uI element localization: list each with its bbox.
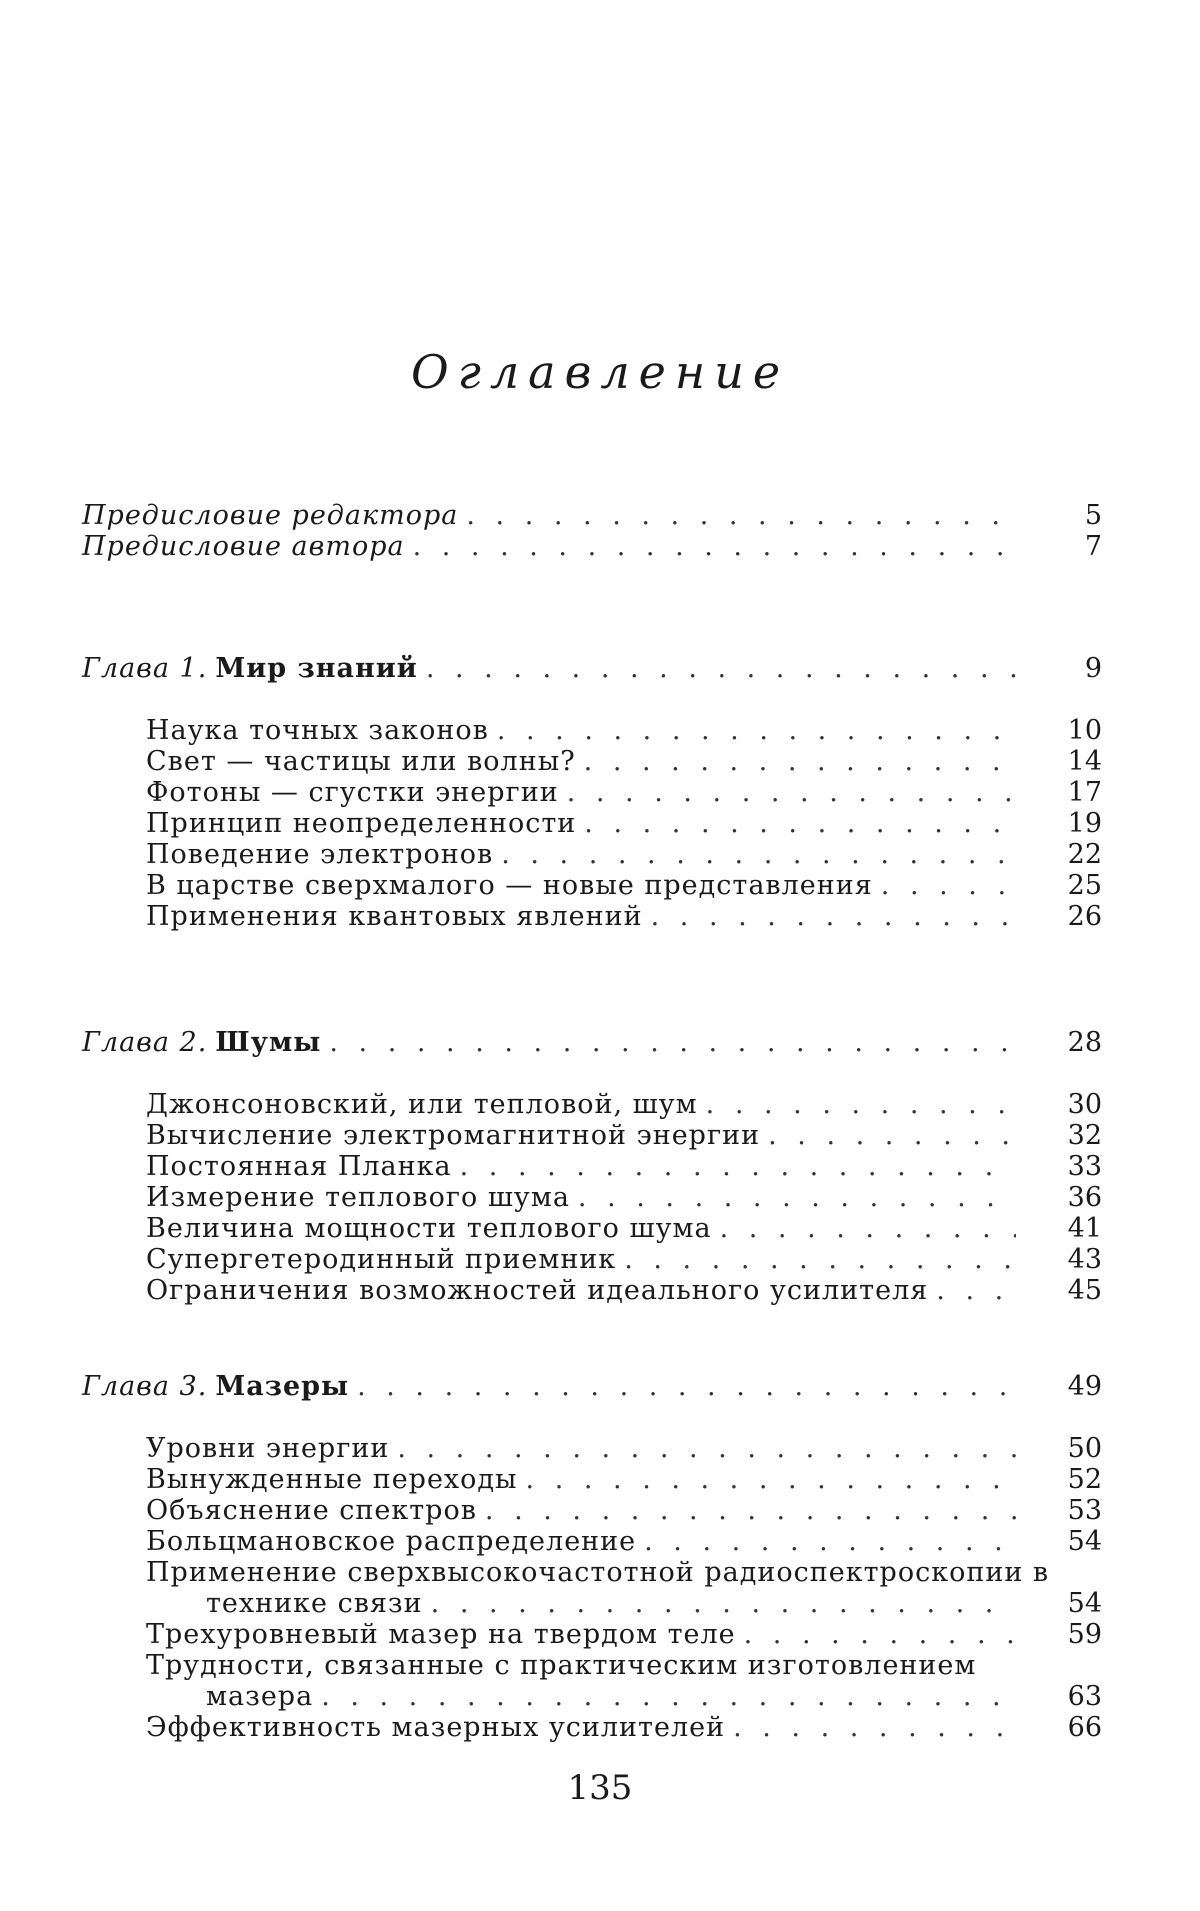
- toc-page-number: 10: [1067, 715, 1102, 746]
- toc-section-entry[interactable]: [146, 715, 1102, 747]
- toc-page-number: 26: [1067, 901, 1102, 932]
- toc-section-entry[interactable]: [146, 1182, 1102, 1214]
- toc-section-entry[interactable]: [146, 1433, 1102, 1465]
- chapter-label: Глава 1.: [82, 653, 208, 684]
- page-title: Оглавление: [410, 345, 790, 399]
- leader-dots: [584, 808, 1016, 840]
- toc-page-number: 41: [1067, 1213, 1102, 1244]
- leader-dots: [413, 531, 1016, 563]
- toc-page-number: 5: [1084, 500, 1102, 531]
- toc-entry-text: Принцип неопределенности: [146, 808, 577, 839]
- toc-entry-text: Предисловие автора: [82, 531, 405, 562]
- toc-section-entry[interactable]: [146, 1526, 1102, 1558]
- toc-page-number: 32: [1067, 1120, 1102, 1151]
- leader-dots: [768, 1120, 1016, 1152]
- toc-page-number: 25: [1067, 870, 1102, 901]
- toc-page-number: 63: [1067, 1681, 1102, 1712]
- page-number: 135: [567, 1768, 633, 1808]
- leader-dots: [881, 870, 1016, 902]
- toc-page-number: 50: [1067, 1433, 1102, 1464]
- toc-entry-text: Объяснение спектров: [146, 1495, 477, 1526]
- leader-dots: [397, 1433, 1016, 1465]
- toc-page-number: 28: [1067, 1027, 1102, 1058]
- leader-dots: [357, 1371, 1016, 1403]
- toc-section-entry[interactable]: [146, 1275, 1102, 1307]
- chapter-label: Глава 3.: [82, 1371, 208, 1402]
- toc-page-number: 45: [1067, 1275, 1102, 1306]
- toc-page-number: 49: [1067, 1371, 1102, 1402]
- leader-dots: [720, 1213, 1016, 1245]
- leader-dots: [460, 1151, 1016, 1183]
- toc-entry-text: Величина мощности теплового шума: [146, 1213, 712, 1244]
- toc-page-number: 7: [1084, 531, 1102, 562]
- toc-entry-text: Свет — частицы или волны?: [146, 746, 576, 777]
- toc-page-number: 19: [1067, 808, 1102, 839]
- toc-page-number: 30: [1067, 1089, 1102, 1120]
- toc-section-entry[interactable]: [146, 777, 1102, 809]
- toc-entry-text: Поведение электронов: [146, 839, 494, 870]
- toc-entry-text: мазера: [206, 1681, 314, 1712]
- toc-entry-text: Вычисление электромагнитной энергии: [146, 1120, 761, 1151]
- leader-dots: [485, 1495, 1016, 1527]
- toc-section-entry[interactable]: [146, 870, 1102, 902]
- chapter-name: Мир знаний: [215, 653, 418, 684]
- toc-entry-text: Измерение теплового шума: [146, 1182, 570, 1213]
- toc-entry-text: Наука точных законов: [146, 715, 489, 746]
- leader-dots: [733, 1712, 1016, 1744]
- toc-entry-text: технике связи: [206, 1588, 423, 1619]
- toc-page-number: 9: [1084, 653, 1102, 684]
- toc-section-entry[interactable]: [146, 746, 1102, 778]
- toc-page-number: 36: [1067, 1182, 1102, 1213]
- toc-page-number: 52: [1067, 1464, 1102, 1495]
- toc-entry-text: Постоянная Планка: [146, 1151, 452, 1182]
- leader-dots: [321, 1681, 1016, 1713]
- leader-dots: [936, 1275, 1016, 1307]
- toc-section-entry[interactable]: [146, 1619, 1102, 1651]
- toc-section-entry[interactable]: [146, 839, 1102, 871]
- toc-section-entry[interactable]: [146, 1213, 1102, 1245]
- leader-dots: [501, 839, 1016, 871]
- toc-section-entry[interactable]: [146, 1464, 1102, 1496]
- chapter-heading-1[interactable]: [82, 653, 1102, 685]
- toc-entry-text-line1[interactable]: Применение сверхвысокочастотной радиоспектроскопии в: [146, 1557, 1050, 1588]
- toc-section-entry[interactable]: [146, 1089, 1102, 1121]
- toc-section-entry[interactable]: [146, 1712, 1102, 1744]
- toc-entry-editor-preface[interactable]: [82, 500, 1102, 532]
- toc-entry-text-line1[interactable]: Трудности, связанные с практическим изготовлением: [146, 1650, 977, 1681]
- toc-section-entry[interactable]: [146, 1120, 1102, 1152]
- toc-section-entry[interactable]: [146, 901, 1102, 933]
- toc-section-entry[interactable]: [146, 1588, 1102, 1620]
- leader-dots: [431, 1588, 1016, 1620]
- toc-page-number: 53: [1067, 1495, 1102, 1526]
- toc-entry-text: Трехуровневый мазер на твердом теле: [146, 1619, 736, 1650]
- toc-entry-text: Предисловие редактора: [82, 500, 459, 531]
- toc-page-number: 66: [1067, 1712, 1102, 1743]
- leader-dots: [584, 746, 1016, 778]
- toc-entry-text: Супергетеродинный приемник: [146, 1244, 617, 1275]
- toc-section-entry[interactable]: [146, 808, 1102, 840]
- toc-page-number: 22: [1067, 839, 1102, 870]
- toc-section-entry[interactable]: [146, 1495, 1102, 1527]
- leader-dots: [426, 653, 1016, 685]
- leader-dots: [526, 1464, 1016, 1496]
- leader-dots: [624, 1244, 1016, 1276]
- toc-entry-text: Применения квантовых явлений: [146, 901, 643, 932]
- toc-entry-text: Ограничения возможностей идеального усилителя: [146, 1275, 929, 1306]
- toc-page-number: 14: [1067, 746, 1102, 777]
- toc-page-number: 43: [1067, 1244, 1102, 1275]
- toc-page-number: 59: [1067, 1619, 1102, 1650]
- toc-entry-text: Джонсоновский, или тепловой, шум: [146, 1089, 698, 1120]
- leader-dots: [644, 1526, 1016, 1558]
- chapter-name: Мазеры: [215, 1371, 350, 1402]
- toc-page-number: 54: [1067, 1526, 1102, 1557]
- toc-page-number: 54: [1067, 1588, 1102, 1619]
- toc-section-entry[interactable]: [146, 1244, 1102, 1276]
- leader-dots: [651, 901, 1016, 933]
- leader-dots: [706, 1089, 1016, 1121]
- toc-entry-text: В царстве сверхмалого — новые представления: [146, 870, 873, 901]
- chapter-label: Глава 2.: [82, 1027, 208, 1058]
- toc-entry-text: Эффективность мазерных усилителей: [146, 1712, 726, 1743]
- toc-entry-text: Уровни энергии: [146, 1433, 390, 1464]
- toc-entry-text: Больцмановское распределение: [146, 1526, 637, 1557]
- leader-dots: [497, 715, 1016, 747]
- leader-dots: [329, 1027, 1016, 1059]
- chapter-heading-2[interactable]: [82, 1027, 1102, 1059]
- toc-entry-author-preface[interactable]: [82, 531, 1102, 563]
- chapter-heading-3[interactable]: [82, 1371, 1102, 1403]
- leader-dots: [466, 500, 1016, 532]
- leader-dots: [567, 777, 1016, 809]
- toc-section-entry[interactable]: [146, 1151, 1102, 1183]
- leader-dots: [578, 1182, 1016, 1214]
- toc-section-entry[interactable]: [146, 1681, 1102, 1713]
- leader-dots: [744, 1619, 1016, 1651]
- toc-page-number: 17: [1067, 777, 1102, 808]
- toc-entry-text: Вынужденные переходы: [146, 1464, 518, 1495]
- toc-entry-text: Фотоны — сгустки энергии: [146, 777, 559, 808]
- chapter-name: Шумы: [215, 1027, 322, 1058]
- toc-page-number: 33: [1067, 1151, 1102, 1182]
